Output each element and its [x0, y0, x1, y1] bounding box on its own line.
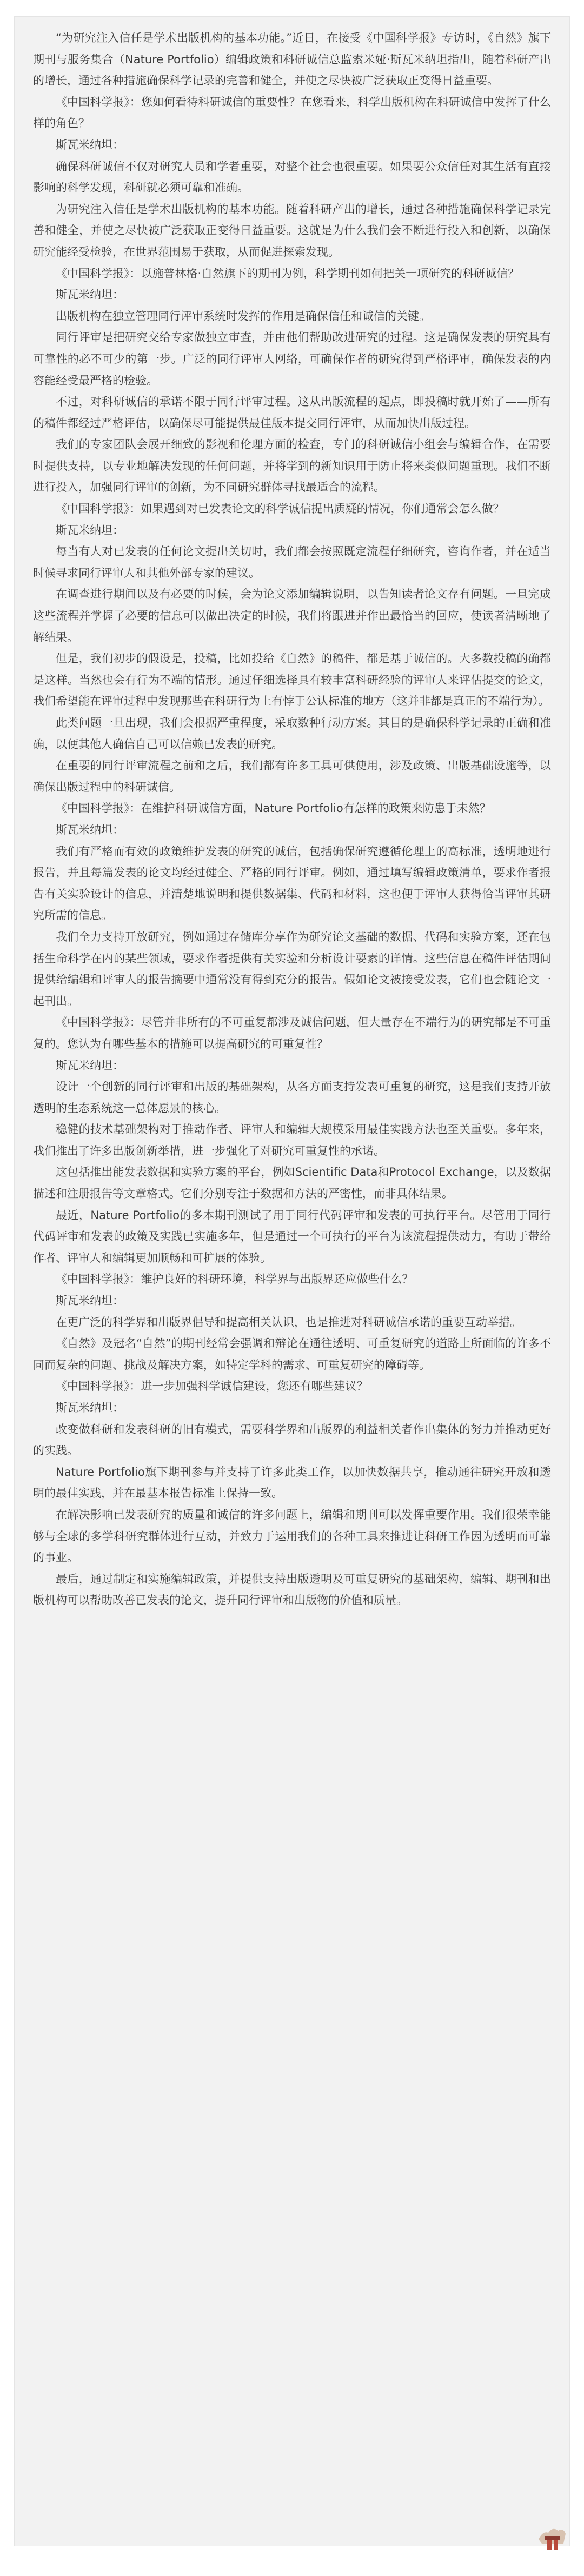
interview-question: 《中国科学报》：维护良好的科研环境，科学界与出版界还应做些什么？	[56, 1273, 414, 1286]
article-paragraph: 最后，通过制定和实施编辑政策，并提供支持出版透明及可重复研究的基础架构，编辑、期刊和出版机构可以帮助改善已发表的论文，提升同行评审和出版物的价值和质量。	[33, 1572, 551, 1607]
interview-question: 《中国科学报》：尽管并非所有的不可重复都涉及诚信问题，但大量存在不端行为的研究都是不可重复的。您认为有哪些基本的措施可以提高研究的可重复性？	[33, 1016, 551, 1050]
article-paragraph: 但是，我们初步的假设是，投稿，比如投给《自然》的稿件，都是基于诚信的。大多数投稿的确都是这样。当然也会有行为不端的情形。通过仔细选择具有较丰富科研经验的评审人来评估提交的论文，我们希望能在评审过程中发现那些在科研行为上有悖于公认标准的地方（这并非都是真正的不端行为）。	[33, 652, 551, 708]
article-paragraph: 在调查进行期间以及有必要的时候，会为论文添加编辑说明，以告知读者论文存有问题。一旦完成这些流程并掌握了必要的信息可以做出决定的时候，我们将跟进并作出最恰当的回应，使读者清晰地了解结果。	[33, 588, 551, 644]
speaker-name: 斯瓦米纳坦：	[56, 1294, 124, 1308]
article-paragraph: Nature Portfolio旗下期刊参与并支持了许多此类工作，以加快数据共享，推动通往研究开放和透明的最佳实践，并在最基本报告标准上保持一致。	[33, 1465, 551, 1500]
speaker-name: 斯瓦米纳坦：	[56, 1059, 124, 1072]
speaker-name: 斯瓦米纳坦：	[56, 1401, 124, 1414]
interview-question: 《中国科学报》：在维护科研诚信方面，Nature Portfolio有怎样的政策来防患于未然？	[56, 802, 491, 815]
article-paragraph: 改变做科研和发表科研的旧有模式，需要科学界和出版界的利益相关者作出集体的努力并推动更好的实践。	[33, 1422, 551, 1457]
speaker-name: 斯瓦米纳坦：	[56, 288, 124, 302]
article-paragraph: 在解决影响已发表研究的质量和诚信的许多问题上，编辑和期刊可以发挥重要作用。我们很荣幸能够与全球的多学科研究群体进行互动，并致力于运用我们的各种工具来推进让科研工作因为透明而可靠的事业。	[33, 1508, 551, 1565]
article-paragraph: 不过，对科研诚信的承诺不限于同行评审过程。这从出版流程的起点，即投稿时就开始了——所有的稿件都经过严格评估，以确保尽可能提供最佳版本提交同行评审，从而加快出版过程。	[33, 395, 551, 430]
corner-ornament-icon	[536, 2525, 568, 2551]
interview-question: 《中国科学报》：以施普林格·自然旗下的期刊为例，科学期刊如何把关一项研究的科研诚信？	[56, 267, 520, 280]
speaker-name: 斯瓦米纳坦：	[56, 823, 124, 836]
article-paragraph: 我们全力支持开放研究，例如通过存储库分享作为研究论文基础的数据、代码和实验方案，还在包括生命科学在内的某些领域，要求作者提供有关实验和分析设计要素的详情。这些信息在稿件评估期间提供给编辑和评审人的报告摘要中通常没有得到充分的报告。假如论文被接受发表，它们也会随论文一起刊出。	[33, 930, 551, 1008]
article-paragraph: 我们有严格而有效的政策维护发表的研究的诚信，包括确保研究遵循伦理上的高标准，透明地进行报告，并且每篇发表的论文均经过健全、严格的同行评审。例如，通过填写编辑政策清单，要求作者报告有关实验设计的信息，并清楚地说明和提供数据集、代码和材料，这也便于评审人获得恰当评审其研究所需的信息。	[33, 844, 551, 922]
interview-question: 《中国科学报》：您如何看待科研诚信的重要性？在您看来，科学出版机构在科研诚信中发挥了什么样的角色？	[33, 95, 551, 130]
article-paragraph: 在更广泛的科学界和出版界倡导和提高相关认识，也是推进对科研诚信承诺的重要互动举措。	[56, 1315, 521, 1329]
article-paragraph: 稳健的技术基础架构对于推动作者、评审人和编辑大规模采用最佳实践方法也至关重要。多年来，我们推出了许多出版创新举措，进一步强化了对研究可重复性的承诺。	[33, 1123, 551, 1157]
speaker-name: 斯瓦米纳坦：	[56, 523, 124, 537]
article-paragraph: 我们的专家团队会展开细致的影视和伦理方面的检查，专门的科研诚信小组会与编辑合作，在需要时提供支持，以专业地解决发现的任何问题，并将学到的新知识用于防止将来类似问题重现。我们不断进行投入，加强同行评审的创新，为不同研究群体寻找最适合的流程。	[33, 438, 551, 494]
article-paragraph: 《自然》及冠名“自然”的期刊经常会强调和辩论在通往透明、可重复研究的道路上所面临的许多不同而复杂的问题、挑战及解决方案，如特定学科的需求、可重复研究的障碍等。	[33, 1337, 551, 1372]
article-paragraph: 此类问题一旦出现，我们会根据严重程度，采取数种行动方案。其目的是确保科学记录的正确和准确，以便其他人确信自己可以信赖已发表的研究。	[33, 716, 551, 751]
interview-question: 《中国科学报》：进一步加强科学诚信建设，您还有哪些建议？	[56, 1380, 368, 1393]
article-paragraph: 每当有人对已发表的任何论文提出关切时，我们都会按照既定流程仔细研究，咨询作者，并在适当时候寻求同行评审人和其他外部专家的建议。	[33, 545, 551, 580]
article-paragraph: 设计一个创新的同行评审和出版的基础架构，从各方面支持发表可重复的研究，这是我们支持开放透明的生态系统这一总体愿景的核心。	[33, 1080, 551, 1115]
article-paragraph: 在重要的同行评审流程之前和之后，我们都有许多工具可供使用，涉及政策、出版基础设施等，以确保出版过程中的科研诚信。	[33, 759, 551, 794]
article-paragraph: 为研究注入信任是学术出版机构的基本功能。随着科研产出的增长，通过各种措施确保科学记录完善和健全，并使之尽快被广泛获取正变得日益重要。这就是为什么我们会不断进行投入和创新，以确保研究能经受检验，在世界范围易于获取，从而促进探索发现。	[33, 202, 551, 258]
interview-question: 《中国科学报》：如果遇到对已发表论文的科学诚信提出质疑的情况，你们通常会怎么做？	[56, 502, 505, 516]
article-paragraph: 确保科研诚信不仅对研究人员和学者重要，对整个社会也很重要。如果要公众信任对其生活有直接影响的科学发现，科研就必须可靠和准确。	[33, 159, 551, 195]
article-paragraph: 最近，Nature Portfolio的多本期刊测试了用于同行代码评审和发表的可执行平台。尽管用于同行代码评审和发表的政策及实践已实施多年，但是通过一个可执行的平台为该流程提供动力，有助于带给作者、评审人和编辑更加顺畅和可扩展的体验。	[33, 1208, 551, 1264]
speaker-name: 斯瓦米纳坦：	[56, 138, 124, 151]
article-body	[14, 16, 570, 2546]
article-paragraph: “为研究注入信任是学术出版机构的基本功能。”近日，在接受《中国科学报》专访时，《自然》旗下期刊与服务集合（Nature Portfolio）编辑政策和科研诚信总监索米娅·斯瓦米纳坦指出，随着科研产出的增长，通过各种措施确保科学记录的完善和健全，并使之尽快被广泛获取正变得日益重要。	[33, 31, 551, 88]
article-paragraph: 出版机构在独立管理同行评审系统时发挥的作用是确保信任和诚信的关键。	[56, 309, 430, 323]
article-paragraph: 这包括推出能发表数据和实验方案的平台，例如Scientific Data和Protocol Exchange，以及数据描述和注册报告等文章格式。它们分别专注于数据和方法的严密性，而非具体结果。	[33, 1166, 551, 1201]
article-paragraph: 同行评审是把研究交给专家做独立审查，并由他们帮助改进研究的过程。这是确保发表的研究具有可靠性的必不可少的第一步。广泛的同行评审人网络，可确保作者的研究得到严格评审，确保发表的内容能经受最严格的检验。	[33, 331, 551, 387]
